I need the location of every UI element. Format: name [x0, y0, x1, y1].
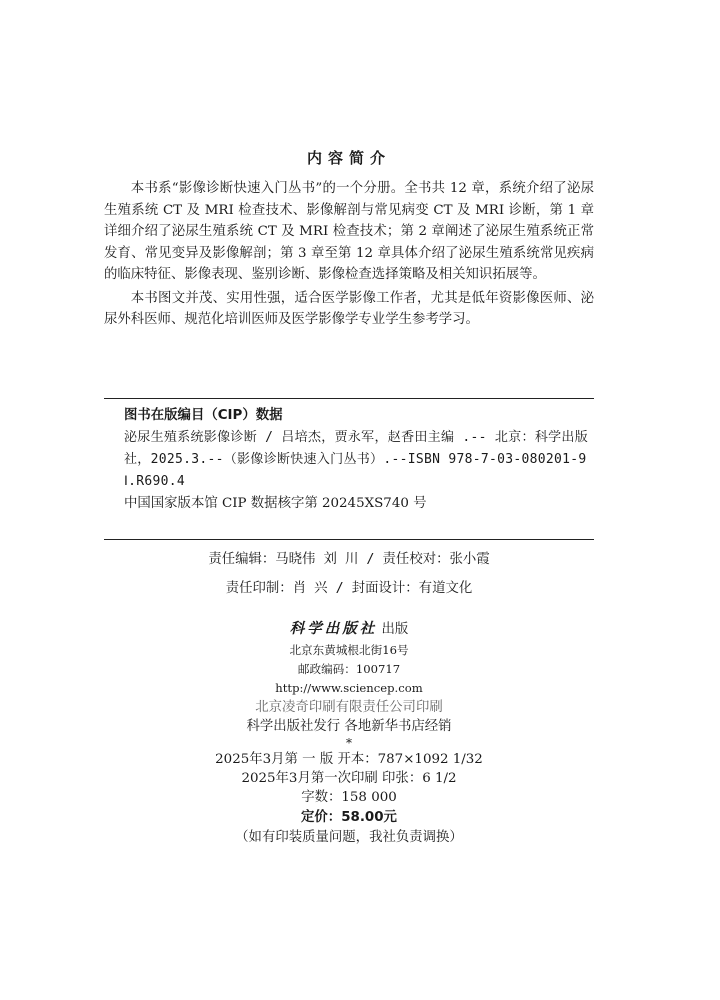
- price: 定价：58.00元: [301, 810, 397, 825]
- cip-classification: Ⅰ.R690.4: [124, 474, 186, 489]
- word-count: 字数：158 000: [301, 790, 397, 805]
- postal-code: 邮政编码：100717: [297, 662, 401, 676]
- top-divider: [104, 398, 594, 399]
- bottom-divider: [104, 539, 594, 540]
- publisher-website: http://www.sciencep.com: [275, 681, 423, 695]
- summary-paragraph-2: 本书图文并茂、实用性强，适合医学影像工作者，尤其是低年资影像医师、泌尿外科医师、规范化培训医师及医学影像学专业学生参考学习。: [104, 290, 594, 327]
- summary-paragraph-1: 本书系“影像诊断快速入门丛书”的一个分册。全书共 12 章，系统介绍了泌尿生殖系统 CT 及 MRI 检查技术、影像解剖与常见病变 CT 及 MRI 诊断，第 1 章详细介绍了泌尿生殖系统 CT 及 MRI 检查技术；第 2 章阐述了泌尿生殖系统正常发育、常见变异及影像解剖；第 3 章至第 12 章具体介绍了泌尿生殖系统常见疾病的临床特征、影像表现、鉴别诊断、影像检查选择策略及相关知识拓展等。: [104, 181, 594, 282]
- publisher-address: 北京东黄城根北街16号: [289, 643, 409, 657]
- production-credits: 责任印制：肖 兴 / 封面设计：有道文化: [225, 581, 473, 596]
- quality-notice: （如有印装质量问题，我社负责调换）: [235, 830, 463, 845]
- publisher-logo: 科学出版社: [289, 620, 378, 637]
- publisher-line: [104, 618, 594, 641]
- summary-title: 内容简介: [306, 149, 391, 167]
- printing-line: 2025年3月第一次印刷 印张：6 1/2: [241, 771, 457, 786]
- cip-record: 泌尿生殖系统影像诊断 / 吕培杰，贾永军，赵香田主编 .-- 北京：科学出版社，2025.3.--（影像诊断快速入门丛书）.--ISBN 978-7-03-080201-9: [124, 430, 589, 467]
- separator-star: *: [346, 736, 352, 750]
- copyright-page: [104, 0, 594, 1000]
- editor-credits: 责任编辑：马晓伟 刘 川 / 责任校对：张小霞: [208, 552, 490, 567]
- cip-block: [124, 405, 589, 515]
- distribution-line: 科学出版社发行 各地新华书店经销: [246, 719, 452, 734]
- printer-line: 北京凌奇印刷有限责任公司印刷: [255, 700, 443, 715]
- cip-heading: 图书在版编目（CIP）数据: [124, 408, 283, 423]
- cip-number: 中国国家版本馆 CIP 数据核字第 20245XS740 号: [124, 496, 427, 511]
- edition-line: 2025年3月第 一 版 开本：787×1092 1/32: [215, 752, 483, 767]
- publisher-block: [104, 618, 594, 847]
- summary-body: [104, 178, 594, 333]
- publisher-label: 出版: [381, 622, 409, 637]
